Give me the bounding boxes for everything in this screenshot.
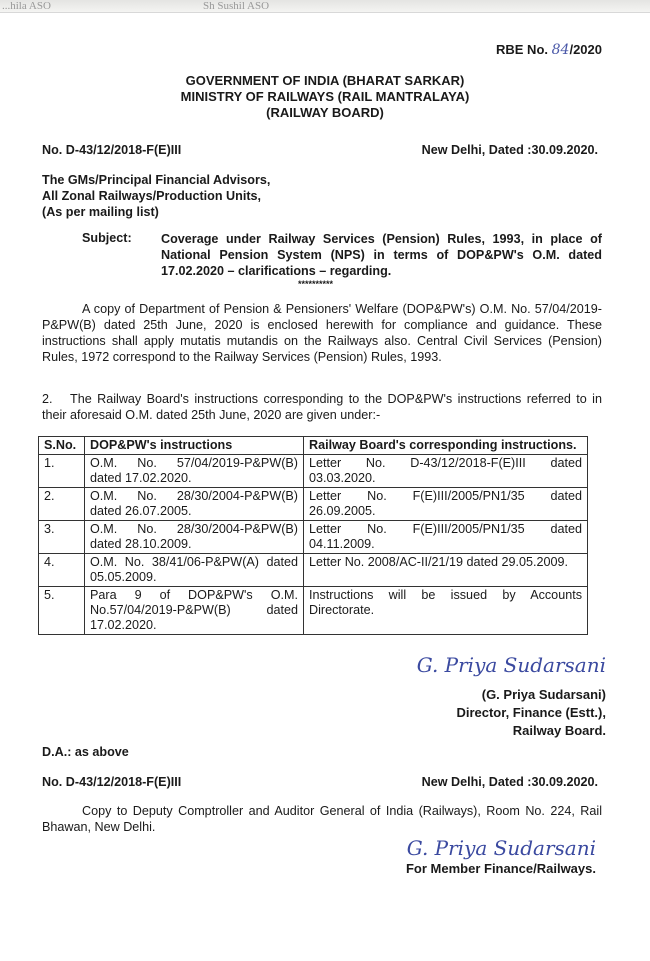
copy-to-paragraph: Copy to Deputy Comptroller and Auditor General of India (Railways), Room No. 224, Rail Bhawan, New Delhi. (42, 804, 602, 834)
copy-date-line: New Delhi, Dated :30.09.2020. (421, 775, 598, 789)
subject-label: Subject: (82, 231, 132, 245)
cell-railway: Letter No. F(E)III/2005/PN1/35 dated 26.09.2005. (304, 488, 588, 521)
cell-railway: Letter No. D-43/12/2018-F(E)III dated 03.03.2020. (304, 455, 588, 488)
date-line: New Delhi, Dated :30.09.2020. (421, 143, 598, 157)
enclosure-note: D.A.: as above (42, 745, 129, 759)
table-row (39, 587, 588, 635)
cell-railway: Letter No. 2008/AC-II/21/19 dated 29.05.2009. (304, 554, 588, 587)
heading-line: GOVERNMENT OF INDIA (BHARAT SARKAR) (185, 73, 465, 88)
reference-number: No. D-43/12/2018-F(E)III (42, 143, 182, 157)
table-row (39, 554, 588, 587)
addressee (42, 172, 270, 220)
cell-sno: 1. (39, 455, 85, 488)
rbe-prefix: RBE No. (496, 42, 548, 57)
copy-signature: G. Priya Sudarsani (406, 836, 596, 860)
header-sno: S.No. (39, 437, 85, 455)
table-row (39, 488, 588, 521)
cell-sno: 3. (39, 521, 85, 554)
cell-sno: 2. (39, 488, 85, 521)
cell-dopw: O.M. No. 28/30/2004-P&PW(B) dated 28.10.2009. (85, 521, 304, 554)
header-dopw: DOP&PW's instructions (85, 437, 304, 455)
heading-line: (RAILWAY BOARD) (266, 105, 384, 120)
signature: G. Priya Sudarsani (416, 653, 606, 677)
subject-text: Coverage under Railway Services (Pension) Rules, 1993, in place of National Pension System (NPS) in terms of DOP&PW's O.M. dated 17.02.2020 – clarifications – regarding. (161, 232, 602, 278)
cell-sno: 5. (39, 587, 85, 635)
copy-signature-area (42, 837, 602, 876)
signatory-designation: Director, Finance (Estt.), (456, 705, 606, 720)
cell-railway: Instructions will be issued by Accounts Directorate. (304, 587, 588, 635)
signatory-office: Railway Board. (512, 723, 606, 738)
rbe-number (496, 42, 602, 58)
cell-dopw: O.M. No. 38/41/06-P&PW(A) dated 05.05.2009. (85, 554, 304, 587)
signatory-name: (G. Priya Sudarsani) (481, 687, 606, 702)
table-row (39, 455, 588, 488)
rbe-suffix: /2020 (569, 42, 602, 57)
addressee-line: The GMs/Principal Financial Advisors, (42, 173, 271, 187)
letterhead (0, 73, 650, 121)
subject-stars: ********** (298, 279, 334, 289)
addressee-line: All Zonal Railways/Production Units, (42, 189, 262, 203)
for-member-finance: For Member Finance/Railways. (405, 861, 596, 876)
signatory-area (417, 654, 606, 740)
subject-block (161, 231, 602, 289)
header-railway: Railway Board's corresponding instructions. (304, 437, 588, 455)
addressee-line: (As per mailing list) (42, 205, 159, 219)
paragraph-2-text: The Railway Board's instructions corresponding to the DOP&PW's instructions referred to in their aforesaid O.M. dated 25th June, 2020 are given under:- (42, 392, 602, 422)
paragraph-1: A copy of Department of Pension & Pensioners' Welfare (DOP&PW's) O.M. No. 57/04/2019-P&PW(B) dated 25th June, 2020 is enclosed herewith for compliance and guidance. These instructions shall apply mutatis mutandis on the Railways also. Central Civil Services (Pension) Rules, 1972 correspond to the Railway Services (Pension) Rules, 1993. (42, 302, 602, 364)
heading-line: MINISTRY OF RAILWAYS (RAIL MANTRALAYA) (180, 89, 470, 104)
rbe-handwritten-number: 84 (551, 42, 570, 58)
instructions-table (38, 436, 588, 635)
strip-text-left: ...hila ASO (2, 0, 51, 12)
cell-sno: 4. (39, 554, 85, 587)
cell-railway: Letter No. F(E)III/2005/PN1/35 dated 04.11.2009. (304, 521, 588, 554)
signatory-block (417, 686, 606, 740)
copy-block (42, 803, 602, 876)
copy-reference-number: No. D-43/12/2018-F(E)III (42, 775, 182, 789)
cell-dopw: O.M. No. 57/04/2019-P&PW(B) dated 17.02.2020. (85, 455, 304, 488)
cell-dopw: O.M. No. 28/30/2004-P&PW(B) dated 26.07.2005. (85, 488, 304, 521)
paragraph-2-number: 2. (42, 392, 53, 406)
strip-text-middle: Sh Sushil ASO (203, 0, 270, 12)
cell-dopw: Para 9 of DOP&PW's O.M. No.57/04/2019-P&PW(B) dated 17.02.2020. (85, 587, 304, 635)
table-row (39, 521, 588, 554)
paragraph-2 (42, 391, 602, 423)
scan-strip (0, 0, 650, 13)
table-header-row (39, 437, 588, 455)
